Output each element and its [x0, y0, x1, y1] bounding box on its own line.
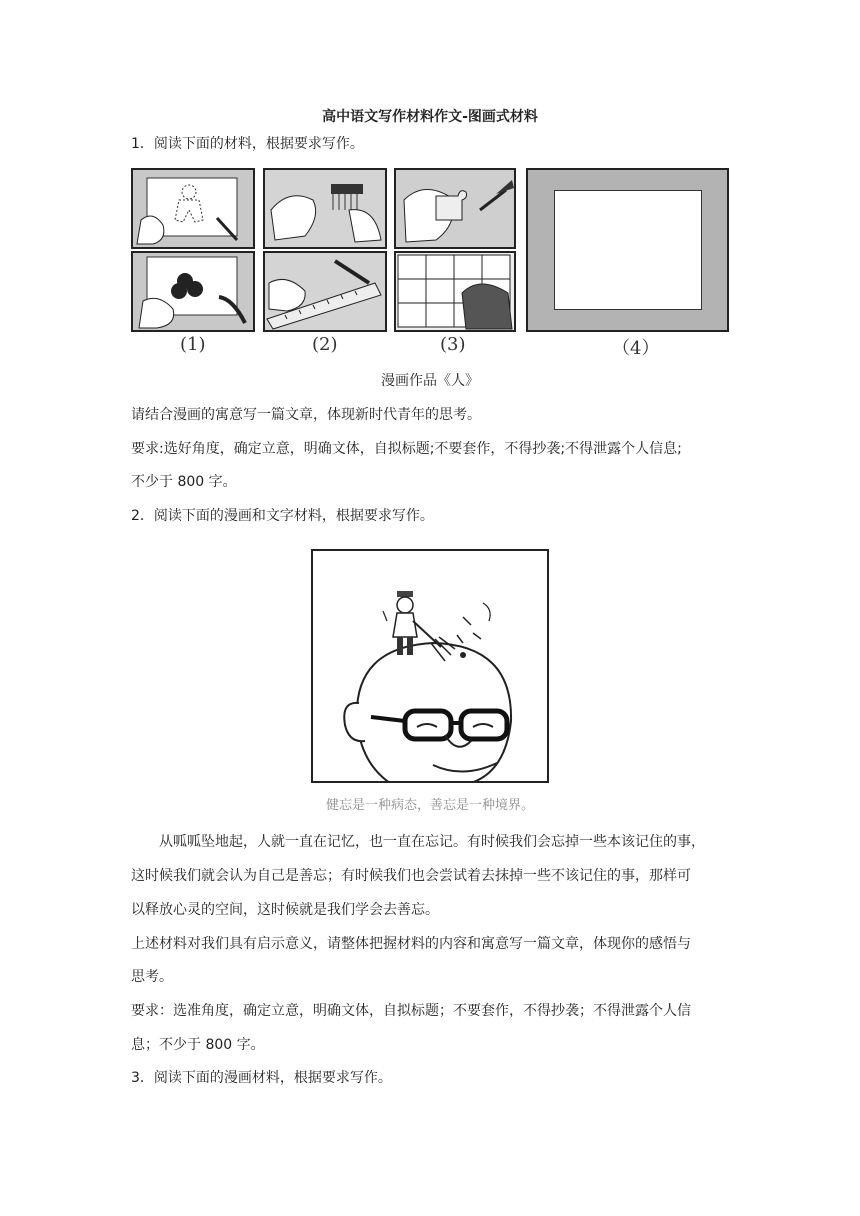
q1-comic-caption: 漫画作品《人》 — [381, 373, 479, 389]
assembled-puzzle-icon — [396, 253, 514, 330]
hand-holding-cutout-icon — [133, 253, 253, 330]
q1-heading: 1．阅读下面的材料，根据要求写作。 — [131, 136, 364, 152]
q1-requirement-line-1: 要求:选好角度，确定立意，明确文体，自拟标题;不要套作，不得抄袭;不得泄露个人信息; — [131, 441, 682, 457]
q2-cartoon-caption: 健忘是一种病态，善忘是一种境界。 — [325, 798, 534, 813]
hand-with-comb-icon — [265, 170, 385, 247]
comic-panel-4 — [526, 168, 729, 332]
comic-panel-3-top — [394, 168, 516, 249]
q2-heading: 2．阅读下面的漫画和文字材料，根据要求写作。 — [131, 508, 434, 524]
document-title: 高中语文写作材料作文-图画式材料 — [322, 109, 538, 125]
empty-white-frame — [554, 190, 702, 310]
panel-label-1: (1) — [180, 334, 206, 355]
q2-requirement-line-1: 要求：选准角度，确定立意，明确文体，自拟标题；不要套作，不得抄袭；不得泄露个人信 — [131, 1003, 691, 1019]
comic-panel-2-bottom — [263, 251, 387, 332]
panel-label-4: （4） — [612, 338, 660, 359]
panel-label-3: (3) — [440, 334, 466, 355]
comic-panel-1-bottom — [131, 251, 255, 332]
hand-with-puzzle-piece-icon — [396, 170, 514, 247]
q1-prompt: 请结合漫画的寓意写一篇文章，体现新时代青年的思考。 — [131, 407, 481, 423]
q2-requirement-line-2: 息；不少于 800 字。 — [131, 1037, 265, 1053]
q2-paragraph-line-1: 从呱呱坠地起，人就一直在记忆，也一直在忘记。有时候我们会忘掉一些本该记住的事， — [159, 834, 705, 850]
man-sweeping-head-icon — [313, 551, 547, 781]
q2-task-line-2: 思考。 — [131, 969, 173, 985]
hand-with-ruler-icon — [265, 253, 385, 330]
hand-cutting-figure-icon — [133, 170, 253, 247]
q3-heading: 3．阅读下面的漫画材料，根据要求写作。 — [131, 1070, 392, 1086]
q2-cartoon-forgetting — [311, 549, 549, 783]
comic-panel-1-top — [131, 168, 255, 249]
q2-paragraph-line-2: 这时候我们就会认为自己是善忘；有时候我们也会尝试着去抹掉一些不该记住的事，那样可 — [131, 868, 691, 884]
q2-paragraph-line-3: 以释放心灵的空间，这时候就是我们学会去善忘。 — [131, 902, 439, 918]
comic-panel-3-bottom — [394, 251, 516, 332]
panel-label-2: (2) — [312, 334, 338, 355]
comic-panel-2-top — [263, 168, 387, 249]
q2-task-line-1: 上述材料对我们具有启示意义，请整体把握材料的内容和寓意写一篇文章，体现你的感悟与 — [131, 936, 691, 952]
q1-requirement-line-2: 不少于 800 字。 — [131, 474, 237, 490]
